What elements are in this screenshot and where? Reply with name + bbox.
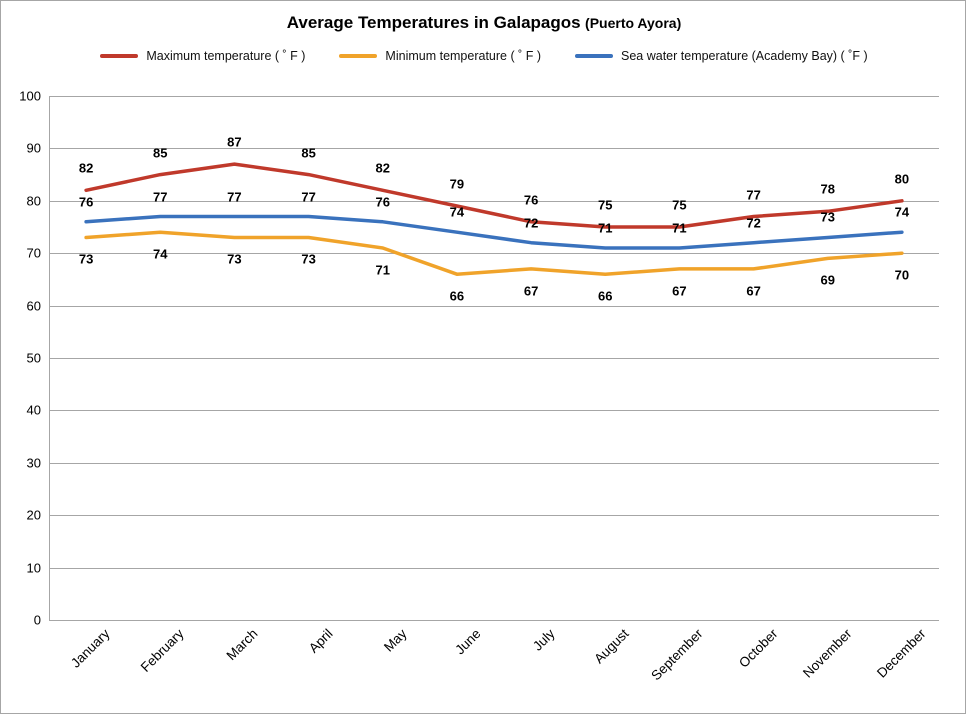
x-axis-tick-label: December <box>873 626 929 681</box>
y-axis-tick-label: 0 <box>33 612 41 628</box>
data-point-label: 76 <box>523 192 539 208</box>
y-axis-tick-label: 60 <box>26 298 41 314</box>
data-point-label: 85 <box>153 145 168 161</box>
data-point-label: 72 <box>746 215 761 231</box>
data-point-label: 74 <box>894 204 910 220</box>
y-axis-tick-label: 90 <box>26 140 41 156</box>
data-point-label: 85 <box>301 145 316 161</box>
data-point-label: 76 <box>375 194 390 210</box>
data-point-label: 73 <box>820 209 835 225</box>
data-point-label: 66 <box>449 288 465 304</box>
x-axis-tick-label: November <box>799 626 855 681</box>
y-axis-tick-label: 50 <box>26 350 41 366</box>
chart-legend <box>1 49 966 63</box>
data-point-label: 87 <box>227 134 242 150</box>
data-point-label: 75 <box>672 197 687 213</box>
x-axis-tick-label: May <box>380 626 410 655</box>
data-point-label: 77 <box>227 189 242 205</box>
x-axis-tick-label: January <box>68 626 113 671</box>
data-point-label: 75 <box>598 197 613 213</box>
y-axis-tick-label: 100 <box>19 88 41 104</box>
chart-title-block <box>1 13 966 33</box>
data-point-label: 69 <box>820 272 835 288</box>
legend-item-sea-water-temperature <box>575 49 868 63</box>
y-axis-tick-label: 70 <box>26 245 41 261</box>
data-point-label: 77 <box>301 189 316 205</box>
data-point-label: 76 <box>78 194 94 210</box>
legend-item-minimum-temperature <box>339 49 541 63</box>
data-point-label: 66 <box>598 288 613 304</box>
x-axis-tick-label: August <box>591 626 632 667</box>
legend-swatch-icon <box>575 54 613 58</box>
y-axis-tick-label: 40 <box>26 402 41 418</box>
y-axis-tick-label: 10 <box>26 560 41 576</box>
page-title: Average Temperatures in Galapagos <box>286 13 581 32</box>
data-point-label: 82 <box>78 160 94 176</box>
data-point-label: 82 <box>375 160 390 176</box>
data-point-label: 67 <box>672 283 687 299</box>
data-point-label: 71 <box>672 220 687 236</box>
legend-swatch-icon <box>339 54 377 58</box>
series-line <box>86 217 902 249</box>
data-point-label: 77 <box>153 189 168 205</box>
data-point-label: 71 <box>375 262 390 278</box>
y-axis-tick-label: 30 <box>26 455 41 471</box>
y-axis-tick-label: 20 <box>26 507 41 523</box>
legend-item-maximum-temperature <box>100 49 305 63</box>
x-axis-tick-label: July <box>530 626 558 654</box>
data-point-label: 74 <box>449 204 465 220</box>
data-point-label: 78 <box>820 181 835 197</box>
legend-label: Sea water temperature (Academy Bay) ( ˚F ) <box>621 49 868 63</box>
x-axis-tick-label: June <box>452 626 484 658</box>
data-point-label: 73 <box>78 251 94 267</box>
data-point-label: 77 <box>746 187 761 203</box>
data-point-label: 70 <box>894 267 910 283</box>
data-point-label: 73 <box>301 251 316 267</box>
x-axis-tick-label: April <box>305 626 336 656</box>
data-point-label: 80 <box>894 171 910 187</box>
data-point-label: 71 <box>598 220 613 236</box>
x-axis-tick-label: March <box>223 626 262 664</box>
x-axis-tick-label: February <box>138 626 187 675</box>
x-axis-tick-label: September <box>648 626 707 684</box>
legend-label: Maximum temperature ( ˚ F ) <box>146 49 306 63</box>
data-point-label: 67 <box>746 283 761 299</box>
data-point-label: 67 <box>523 283 539 299</box>
y-axis-tick-label: 80 <box>26 193 41 209</box>
plot-area <box>19 88 939 628</box>
data-point-label: 79 <box>449 176 465 192</box>
data-point-label: 73 <box>227 251 242 267</box>
chart-subtitle: (Puerto Ayora) <box>585 15 682 31</box>
x-axis-tick-label: October <box>735 626 781 671</box>
series-lines <box>49 96 939 620</box>
x-axis-tick-labels <box>49 620 939 714</box>
legend-swatch-icon <box>100 54 138 58</box>
data-point-label: 72 <box>523 215 539 231</box>
legend-label: Minimum temperature ( ˚ F ) <box>385 49 542 63</box>
data-point-label: 74 <box>153 246 168 262</box>
